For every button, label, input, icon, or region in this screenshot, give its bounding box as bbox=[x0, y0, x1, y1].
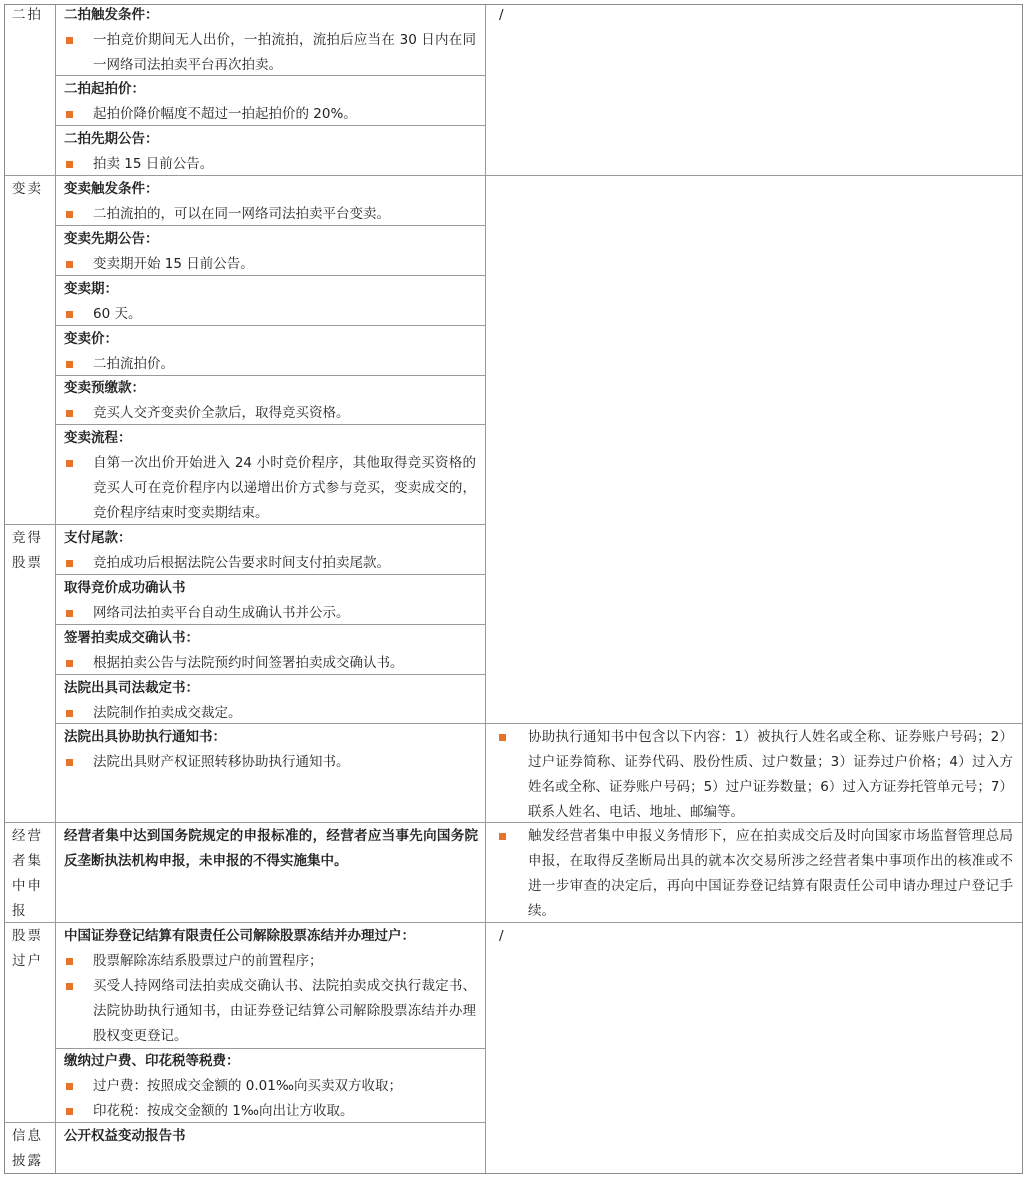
bullet-item: 协助执行通知书中包含以下内容：1）被执行人姓名或全称、证券账户号码；2）过户证券简称、证券代码、股份性质、过户数量；3）证券过户价格；4）过入方姓名或全称、证券账户号码；5）过户证券数量；6）过入方证券托管单元号；7）联系人姓名、电话、地址、邮编等。 bbox=[486, 725, 1023, 825]
block-title: 中国证券登记结算有限责任公司解除股票冻结并办理过户： bbox=[64, 928, 415, 944]
bullet-item: 变卖期开始 15 日前公告。 bbox=[56, 252, 484, 277]
block-title: 公开权益变动报告书 bbox=[64, 1128, 186, 1144]
confirmation-block bbox=[56, 576, 484, 626]
bullet-item: 自第一次出价开始进入 24 小时竞价程序，其他取得竞买资格的竞买人可在竞价程序内以递增出价方式参与竞买，变卖成交的，竞价程序结束时变卖期结束。 bbox=[56, 451, 484, 526]
block-title: 法院出具司法裁定书： bbox=[64, 680, 199, 696]
row-label-sale: 变卖 bbox=[12, 181, 43, 197]
block-title: 变卖流程： bbox=[64, 430, 132, 446]
sale-process-block bbox=[56, 426, 484, 526]
block-title: 变卖触发条件： bbox=[64, 181, 159, 197]
assist-notice-note bbox=[486, 725, 1023, 825]
row-label-disclosure: 信息披露 bbox=[12, 1128, 43, 1169]
block-title: 签署拍卖成交确认书： bbox=[64, 630, 199, 646]
bullet-item: 法院出具财产权证照转移协助执行通知书。 bbox=[56, 750, 484, 775]
block-title: 变卖预缴款： bbox=[64, 380, 145, 396]
bullet-item: 印花税：按成交金额的 1‰向出让方收取。 bbox=[56, 1099, 484, 1124]
auction-process-table bbox=[4, 4, 1023, 1174]
bullet-item: 竞拍成功后根据法院公告要求时间支付拍卖尾款。 bbox=[56, 551, 484, 576]
bullet-item: 根据拍卖公告与法院预约时间签署拍卖成交确认书。 bbox=[56, 651, 484, 676]
second-auction-trigger-block bbox=[56, 3, 484, 78]
second-auction-note: / bbox=[499, 7, 504, 23]
block-title: 二拍触发条件： bbox=[64, 7, 159, 23]
bullet-item: 买受人持网络司法拍卖成交确认书、法院拍卖成交执行裁定书、法院协助执行通知书，由证券登记结算公司解除股票冻结并办理股权变更登记。 bbox=[56, 974, 484, 1049]
second-auction-start-price-block bbox=[56, 77, 484, 127]
concentration-note bbox=[486, 824, 1023, 924]
block-title: 二拍先期公告： bbox=[64, 131, 159, 147]
block-title: 变卖价： bbox=[64, 331, 118, 347]
column-divider bbox=[485, 5, 486, 1173]
row-label-transfer: 股票过户 bbox=[12, 928, 43, 969]
concentration-text: 经营者集中达到国务院规定的申报标准的，经营者应当事先向国务院反垄断执法机构申报，未申报的不得实施集中。 bbox=[64, 828, 478, 869]
bullet-item: 60 天。 bbox=[56, 302, 484, 327]
sale-deposit-block bbox=[56, 376, 484, 426]
second-auction-notice-block bbox=[56, 127, 484, 177]
row-label-acquire: 竞得股票 bbox=[12, 530, 43, 571]
sale-price-block bbox=[56, 327, 484, 377]
bullet-item: 法院制作拍卖成交裁定。 bbox=[56, 701, 484, 726]
bullet-item: 一拍竞价期间无人出价，一拍流拍，流拍后应当在 30 日内在同一网络司法拍卖平台再次拍卖。 bbox=[56, 28, 484, 78]
bullet-item: 触发经营者集中申报义务情形下，应在拍卖成交后及时向国家市场监督管理总局申报，在取得反垄断局出具的就本次交易所涉之经营者集中事项作出的核准或不进一步审查的决定后，再向中国证券登记结算有限责任公司申请办理过户登记手续。 bbox=[486, 824, 1023, 924]
assist-notice-block bbox=[56, 725, 484, 775]
disclosure-block bbox=[56, 1124, 484, 1149]
block-title: 变卖期： bbox=[64, 281, 118, 297]
transfer-unfreeze-block bbox=[56, 924, 484, 1049]
sale-notice-block bbox=[56, 227, 484, 277]
final-payment-block bbox=[56, 526, 484, 576]
sign-confirmation-block bbox=[56, 626, 484, 676]
bullet-item: 起拍价降价幅度不超过一拍起拍价的 20%。 bbox=[56, 102, 484, 127]
court-ruling-block bbox=[56, 676, 484, 726]
bullet-item: 二拍流拍的，可以在同一网络司法拍卖平台变卖。 bbox=[56, 202, 484, 227]
block-title: 二拍起拍价： bbox=[64, 81, 145, 97]
bullet-item: 拍卖 15 日前公告。 bbox=[56, 152, 484, 177]
transfer-fees-block bbox=[56, 1049, 484, 1124]
bullet-item: 二拍流拍价。 bbox=[56, 352, 484, 377]
sale-trigger-block bbox=[56, 177, 484, 227]
bullet-item: 过户费：按照成交金额的 0.01‰向买卖双方收取； bbox=[56, 1074, 484, 1099]
concentration-block bbox=[56, 824, 484, 874]
row-label-concentration: 经营者集中申报 bbox=[12, 828, 43, 919]
block-title: 法院出具协助执行通知书： bbox=[64, 729, 226, 745]
block-title: 缴纳过户费、印花税等税费： bbox=[64, 1053, 240, 1069]
sale-period-block bbox=[56, 277, 484, 327]
bullet-item: 股票解除冻结系股票过户的前置程序； bbox=[56, 949, 484, 974]
block-title: 支付尾款： bbox=[64, 530, 132, 546]
block-title: 取得竞价成功确认书 bbox=[64, 580, 186, 596]
bullet-item: 竞买人交齐变卖价全款后，取得竞买资格。 bbox=[56, 401, 484, 426]
row-label-second-auction: 二拍 bbox=[12, 7, 43, 23]
transfer-note: / bbox=[499, 928, 504, 944]
block-title: 变卖先期公告： bbox=[64, 231, 159, 247]
bullet-item: 网络司法拍卖平台自动生成确认书并公示。 bbox=[56, 601, 484, 626]
